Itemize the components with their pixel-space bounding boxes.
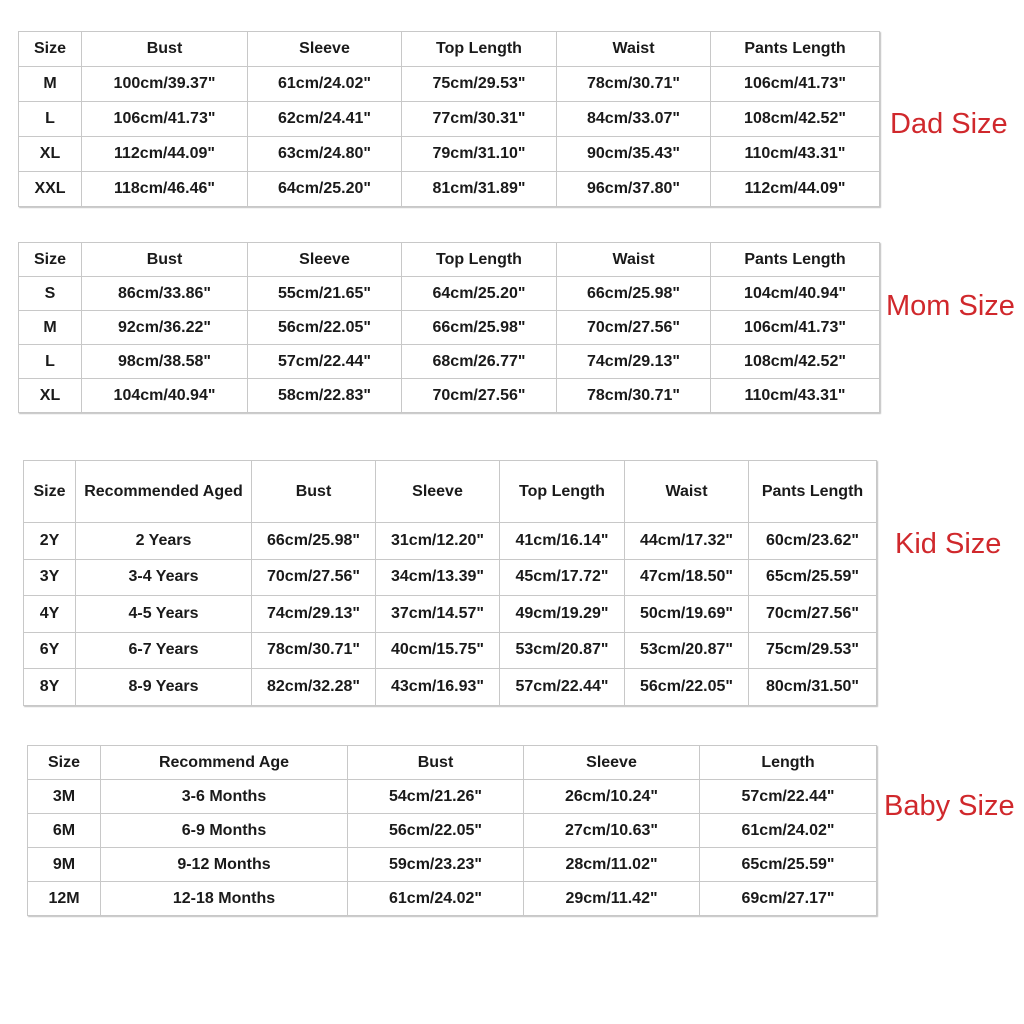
size-cell: L bbox=[19, 102, 82, 137]
sleeve-cell: 57cm/22.44" bbox=[248, 345, 402, 379]
size-cell: 3Y bbox=[24, 559, 76, 596]
sleeve-cell: 62cm/24.41" bbox=[248, 102, 402, 137]
sleeve-cell: 40cm/15.75" bbox=[376, 632, 500, 669]
column-header: Size bbox=[19, 243, 82, 277]
column-header: Size bbox=[19, 32, 82, 67]
age-cell: 8-9 Years bbox=[76, 669, 252, 706]
sleeve-cell: 56cm/22.05" bbox=[248, 311, 402, 345]
pants-length-cell: 106cm/41.73" bbox=[711, 311, 880, 345]
age-cell: 2 Years bbox=[76, 523, 252, 560]
column-header: Size bbox=[28, 746, 101, 780]
top-length-cell: 68cm/26.77" bbox=[402, 345, 557, 379]
bust-cell: 100cm/39.37" bbox=[82, 67, 248, 102]
size-cell: 3M bbox=[28, 780, 101, 814]
waist-cell: 78cm/30.71" bbox=[557, 379, 711, 413]
pants-length-cell: 106cm/41.73" bbox=[711, 67, 880, 102]
table-row bbox=[19, 379, 880, 413]
sleeve-cell: 31cm/12.20" bbox=[376, 523, 500, 560]
column-header: Top Length bbox=[402, 243, 557, 277]
top-length-cell: 57cm/22.44" bbox=[500, 669, 625, 706]
bust-cell: 56cm/22.05" bbox=[348, 814, 524, 848]
column-header: Bust bbox=[252, 461, 376, 523]
kid-size-table bbox=[23, 460, 877, 706]
table-row bbox=[28, 780, 877, 814]
pants-length-cell: 112cm/44.09" bbox=[711, 172, 880, 207]
column-header: Sleeve bbox=[248, 243, 402, 277]
sleeve-cell: 27cm/10.63" bbox=[524, 814, 700, 848]
sleeve-cell: 43cm/16.93" bbox=[376, 669, 500, 706]
column-header: Size bbox=[24, 461, 76, 523]
table-row bbox=[24, 559, 877, 596]
bust-cell: 54cm/21.26" bbox=[348, 780, 524, 814]
table-row bbox=[19, 345, 880, 379]
top-length-cell: 81cm/31.89" bbox=[402, 172, 557, 207]
pants-length-cell: 70cm/27.56" bbox=[749, 596, 877, 633]
sleeve-cell: 28cm/11.02" bbox=[524, 848, 700, 882]
baby-size-chart bbox=[27, 745, 877, 916]
column-header: Recommend Age bbox=[101, 746, 348, 780]
column-header: Bust bbox=[348, 746, 524, 780]
mom-size-table bbox=[18, 242, 880, 413]
top-length-cell: 75cm/29.53" bbox=[402, 67, 557, 102]
age-cell: 12-18 Months bbox=[101, 882, 348, 916]
size-cell: XL bbox=[19, 137, 82, 172]
waist-cell: 90cm/35.43" bbox=[557, 137, 711, 172]
table-row bbox=[28, 814, 877, 848]
length-cell: 61cm/24.02" bbox=[700, 814, 877, 848]
table-row bbox=[28, 848, 877, 882]
sleeve-cell: 58cm/22.83" bbox=[248, 379, 402, 413]
top-length-cell: 49cm/19.29" bbox=[500, 596, 625, 633]
top-length-cell: 70cm/27.56" bbox=[402, 379, 557, 413]
size-cell: 8Y bbox=[24, 669, 76, 706]
pants-length-cell: 110cm/43.31" bbox=[711, 379, 880, 413]
table-row bbox=[24, 669, 877, 706]
top-length-cell: 53cm/20.87" bbox=[500, 632, 625, 669]
dad-size-table bbox=[18, 31, 880, 207]
sleeve-cell: 26cm/10.24" bbox=[524, 780, 700, 814]
column-header: Recommended Aged bbox=[76, 461, 252, 523]
sleeve-cell: 63cm/24.80" bbox=[248, 137, 402, 172]
baby-size-table bbox=[27, 745, 877, 916]
waist-cell: 70cm/27.56" bbox=[557, 311, 711, 345]
column-header: Pants Length bbox=[711, 243, 880, 277]
sleeve-cell: 64cm/25.20" bbox=[248, 172, 402, 207]
bust-cell: 98cm/38.58" bbox=[82, 345, 248, 379]
top-length-cell: 64cm/25.20" bbox=[402, 277, 557, 311]
size-cell: M bbox=[19, 67, 82, 102]
pants-length-cell: 75cm/29.53" bbox=[749, 632, 877, 669]
bust-cell: 61cm/24.02" bbox=[348, 882, 524, 916]
top-length-cell: 45cm/17.72" bbox=[500, 559, 625, 596]
column-header: Top Length bbox=[500, 461, 625, 523]
pants-length-cell: 108cm/42.52" bbox=[711, 102, 880, 137]
table-row bbox=[24, 632, 877, 669]
table-header-row bbox=[28, 746, 877, 780]
size-cell: L bbox=[19, 345, 82, 379]
column-header: Pants Length bbox=[711, 32, 880, 67]
table-row bbox=[19, 67, 880, 102]
column-header: Bust bbox=[82, 32, 248, 67]
bust-cell: 118cm/46.46" bbox=[82, 172, 248, 207]
bust-cell: 82cm/32.28" bbox=[252, 669, 376, 706]
dad-size-label: Dad Size bbox=[890, 108, 1008, 140]
table-row bbox=[19, 172, 880, 207]
waist-cell: 56cm/22.05" bbox=[625, 669, 749, 706]
pants-length-cell: 110cm/43.31" bbox=[711, 137, 880, 172]
length-cell: 65cm/25.59" bbox=[700, 848, 877, 882]
table-row bbox=[24, 596, 877, 633]
bust-cell: 106cm/41.73" bbox=[82, 102, 248, 137]
age-cell: 6-7 Years bbox=[76, 632, 252, 669]
column-header: Waist bbox=[557, 243, 711, 277]
column-header: Bust bbox=[82, 243, 248, 277]
table-header-row bbox=[24, 461, 877, 523]
age-cell: 3-4 Years bbox=[76, 559, 252, 596]
table-header-row bbox=[19, 243, 880, 277]
pants-length-cell: 108cm/42.52" bbox=[711, 345, 880, 379]
bust-cell: 59cm/23.23" bbox=[348, 848, 524, 882]
table-row bbox=[19, 277, 880, 311]
size-cell: 9M bbox=[28, 848, 101, 882]
pants-length-cell: 60cm/23.62" bbox=[749, 523, 877, 560]
waist-cell: 74cm/29.13" bbox=[557, 345, 711, 379]
column-header: Waist bbox=[557, 32, 711, 67]
top-length-cell: 66cm/25.98" bbox=[402, 311, 557, 345]
sleeve-cell: 55cm/21.65" bbox=[248, 277, 402, 311]
bust-cell: 86cm/33.86" bbox=[82, 277, 248, 311]
column-header: Sleeve bbox=[248, 32, 402, 67]
size-cell: M bbox=[19, 311, 82, 345]
table-row bbox=[19, 137, 880, 172]
sleeve-cell: 29cm/11.42" bbox=[524, 882, 700, 916]
age-cell: 9-12 Months bbox=[101, 848, 348, 882]
length-cell: 57cm/22.44" bbox=[700, 780, 877, 814]
pants-length-cell: 104cm/40.94" bbox=[711, 277, 880, 311]
column-header: Pants Length bbox=[749, 461, 877, 523]
pants-length-cell: 80cm/31.50" bbox=[749, 669, 877, 706]
waist-cell: 84cm/33.07" bbox=[557, 102, 711, 137]
mom-size-label: Mom Size bbox=[886, 290, 1015, 322]
top-length-cell: 77cm/30.31" bbox=[402, 102, 557, 137]
sleeve-cell: 34cm/13.39" bbox=[376, 559, 500, 596]
kid-size-label: Kid Size bbox=[895, 528, 1002, 560]
top-length-cell: 41cm/16.14" bbox=[500, 523, 625, 560]
bust-cell: 74cm/29.13" bbox=[252, 596, 376, 633]
size-cell: XXL bbox=[19, 172, 82, 207]
pants-length-cell: 65cm/25.59" bbox=[749, 559, 877, 596]
size-cell: 6Y bbox=[24, 632, 76, 669]
age-cell: 4-5 Years bbox=[76, 596, 252, 633]
waist-cell: 96cm/37.80" bbox=[557, 172, 711, 207]
waist-cell: 50cm/19.69" bbox=[625, 596, 749, 633]
bust-cell: 104cm/40.94" bbox=[82, 379, 248, 413]
waist-cell: 66cm/25.98" bbox=[557, 277, 711, 311]
baby-size-label: Baby Size bbox=[884, 790, 1015, 822]
size-cell: S bbox=[19, 277, 82, 311]
table-header-row bbox=[19, 32, 880, 67]
column-header: Waist bbox=[625, 461, 749, 523]
size-cell: 4Y bbox=[24, 596, 76, 633]
bust-cell: 78cm/30.71" bbox=[252, 632, 376, 669]
waist-cell: 44cm/17.32" bbox=[625, 523, 749, 560]
table-row bbox=[19, 102, 880, 137]
bust-cell: 92cm/36.22" bbox=[82, 311, 248, 345]
age-cell: 6-9 Months bbox=[101, 814, 348, 848]
bust-cell: 112cm/44.09" bbox=[82, 137, 248, 172]
length-cell: 69cm/27.17" bbox=[700, 882, 877, 916]
size-cell: 6M bbox=[28, 814, 101, 848]
age-cell: 3-6 Months bbox=[101, 780, 348, 814]
column-header: Length bbox=[700, 746, 877, 780]
kid-size-chart bbox=[23, 460, 877, 706]
table-row bbox=[28, 882, 877, 916]
sleeve-cell: 37cm/14.57" bbox=[376, 596, 500, 633]
mom-size-chart bbox=[18, 242, 880, 413]
size-cell: 2Y bbox=[24, 523, 76, 560]
top-length-cell: 79cm/31.10" bbox=[402, 137, 557, 172]
table-row bbox=[24, 523, 877, 560]
table-row bbox=[19, 311, 880, 345]
bust-cell: 70cm/27.56" bbox=[252, 559, 376, 596]
column-header: Top Length bbox=[402, 32, 557, 67]
waist-cell: 47cm/18.50" bbox=[625, 559, 749, 596]
waist-cell: 78cm/30.71" bbox=[557, 67, 711, 102]
size-cell: 12M bbox=[28, 882, 101, 916]
column-header: Sleeve bbox=[524, 746, 700, 780]
sleeve-cell: 61cm/24.02" bbox=[248, 67, 402, 102]
column-header: Sleeve bbox=[376, 461, 500, 523]
size-cell: XL bbox=[19, 379, 82, 413]
bust-cell: 66cm/25.98" bbox=[252, 523, 376, 560]
dad-size-chart bbox=[18, 31, 880, 207]
waist-cell: 53cm/20.87" bbox=[625, 632, 749, 669]
